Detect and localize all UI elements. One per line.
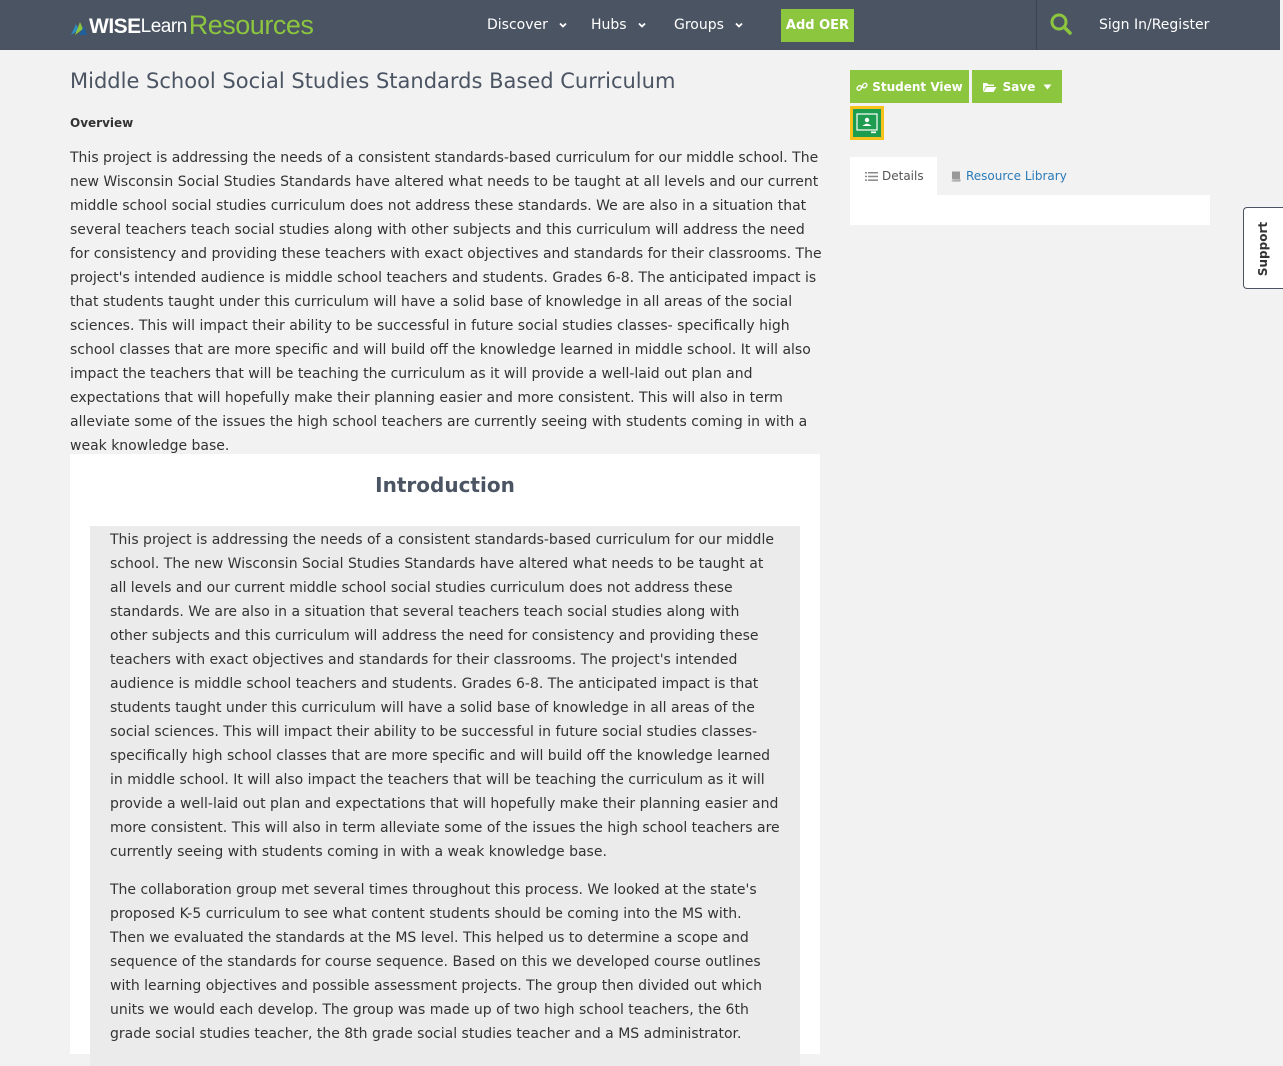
site-logo[interactable] bbox=[70, 12, 313, 38]
page-title: Middle School Social Studies Standards Based Curriculum bbox=[70, 69, 676, 93]
sidebar-tabs bbox=[850, 157, 1210, 195]
introduction-paragraph: The collaboration group met several times throughout this process. We looked at the state's proposed K-5 curriculum to see what content students should be coming into the MS with. Then we evaluated the standards at the MS level. This helped us to determine a scope and sequence of the standards for course sequence. Based on this we developed course outlines with learning objectives and possible assessment projects. The group then divided out which units we would each develop. The group was made up of two high school teachers, the 6th grade social studies teacher, the 8th grade social studies teacher and a MS administrator. bbox=[110, 882, 763, 1042]
google-classroom-share-button[interactable] bbox=[850, 106, 884, 140]
tab-resource-library[interactable] bbox=[950, 157, 1067, 195]
nav-hubs[interactable] bbox=[591, 0, 647, 50]
nav-groups-label: Groups bbox=[674, 17, 724, 33]
tab-resource-library-label: Resource Library bbox=[966, 169, 1067, 183]
link-icon bbox=[856, 81, 868, 93]
nav-discover[interactable] bbox=[487, 0, 568, 50]
nav-hubs-label: Hubs bbox=[591, 17, 627, 33]
top-nav bbox=[0, 0, 1280, 50]
details-tab-panel bbox=[850, 195, 1210, 225]
logo-learn-text: Learn bbox=[140, 16, 187, 37]
support-label: Support bbox=[1256, 221, 1270, 277]
nav-groups[interactable] bbox=[674, 0, 744, 50]
introduction-section bbox=[70, 454, 820, 1054]
google-classroom-icon bbox=[853, 109, 881, 137]
introduction-paragraph: This project is addressing the needs of a consistent standards-based curriculum for our middle school. The new Wisconsin Social Studies Standards have altered what needs to be taught at all levels and our current middle school social studies curriculum does not address these standards. We are also in a situation that several teachers teach social studies along with other subjects and this curriculum will address the need for consistency and providing these teachers with exact objectives and standards for their classrooms. The project's intended audience is middle school teachers and students. Grades 6-8. The anticipated impact is that students taught under this curriculum will have a solid base of knowledge in all areas of the social sciences. This will impact their ability to be successful in future social studies classes- specifically high school classes that are more specific and will build off the knowledge learned in middle school. It will also impact the teachers that will be teaching the curriculum as it will provide a well-laid out plan and expectations that will hopefully make their planning easier and more consistent. This will also in term alleviate some of the issues the high school teachers are currently seeing with students coming in with a weak knowledge base. bbox=[110, 532, 780, 860]
tab-details-label: Details bbox=[882, 169, 924, 183]
search-icon[interactable] bbox=[1049, 12, 1073, 36]
signin-register-link[interactable]: Sign In/Register bbox=[1099, 17, 1210, 33]
chevron-down-icon bbox=[734, 20, 744, 30]
logo-resources-text: Resources bbox=[188, 10, 314, 40]
chevron-down-icon bbox=[637, 20, 647, 30]
chevron-down-icon bbox=[558, 20, 568, 30]
introduction-body bbox=[90, 526, 800, 1066]
book-icon bbox=[950, 170, 962, 182]
nav-divider bbox=[1036, 0, 1037, 50]
logo-mark-icon bbox=[70, 18, 88, 36]
list-icon bbox=[865, 171, 878, 182]
save-label: Save bbox=[1002, 79, 1036, 94]
student-view-button[interactable] bbox=[850, 70, 969, 103]
logo-wise-text: WISE bbox=[89, 15, 141, 38]
tab-details[interactable] bbox=[850, 157, 937, 195]
student-view-label: Student View bbox=[872, 79, 963, 94]
folder-open-icon bbox=[982, 81, 997, 93]
save-dropdown-button[interactable] bbox=[972, 70, 1062, 103]
add-oer-button[interactable]: Add OER bbox=[781, 9, 854, 42]
nav-discover-label: Discover bbox=[487, 17, 548, 33]
overview-label: Overview bbox=[70, 116, 134, 130]
overview-text: This project is addressing the needs of a consistent standards-based curriculum for our middle school. The new Wisconsin Social Studies Standards have altered what needs to be taught at all levels and our current middle school social studies curriculum does not address these standards. We are also in a situation that several teachers teach social studies along with other subjects and this curriculum will address the need for consistency and providing these teachers with exact objectives and standards for their classrooms. The project's intended audience is middle school teachers and students. Grades 6-8. The anticipated impact is that students taught under this curriculum will have a solid base of knowledge in all areas of the social sciences. This will impact their ability to be successful in future social studies classes- specifically high school classes that are more specific and will build off the knowledge learned in middle school. It will also impact the teachers that will be teaching the curriculum as it will provide a well-laid out plan and expectations that will hopefully make their planning easier and more consistent. This will also in term alleviate some of the issues the high school teachers are currently seeing with students coming in with a weak knowledge base. bbox=[70, 150, 822, 454]
caret-down-icon bbox=[1043, 84, 1052, 90]
introduction-heading: Introduction bbox=[375, 473, 515, 497]
support-tab[interactable] bbox=[1243, 207, 1283, 289]
